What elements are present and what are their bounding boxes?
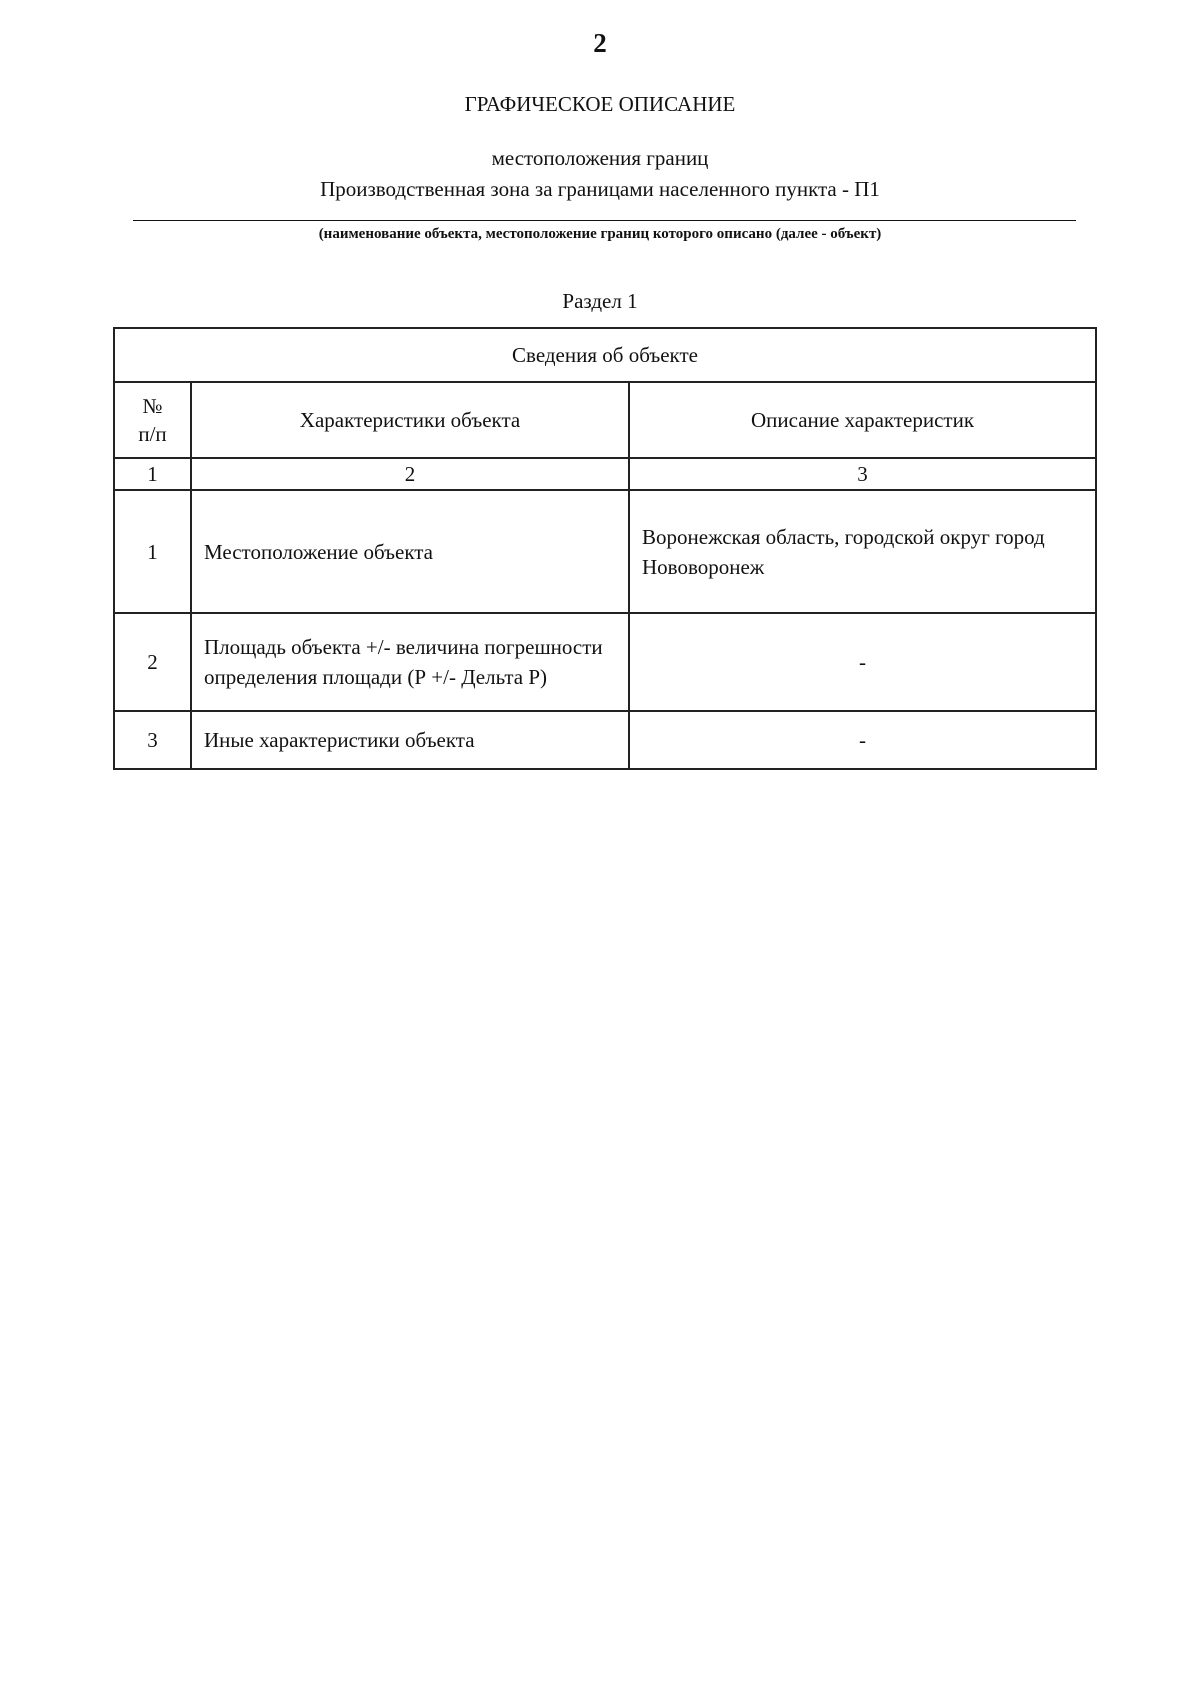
row-characteristic: Местоположение объекта (191, 490, 629, 613)
column-header-num-line1: № (142, 394, 163, 418)
row-description: - (629, 613, 1096, 711)
column-number-3: 3 (629, 458, 1096, 490)
row-number: 3 (114, 711, 191, 769)
row-characteristic: Иные характеристики объекта (191, 711, 629, 769)
document-subtitle-line2: Производственная зона за границами населенного пункта - П1 (320, 177, 880, 201)
column-number-1: 1 (114, 458, 191, 490)
table-row (114, 711, 1096, 769)
document-subtitle-line1: местоположения границ (491, 146, 709, 170)
column-header-characteristic: Характеристики объекта (191, 382, 629, 458)
object-name-caption: (наименование объекта, местоположение границ которого описано (далее - объект) (318, 226, 882, 242)
column-header-num (114, 382, 191, 458)
title-underline (133, 220, 1076, 221)
table-row (114, 613, 1096, 711)
row-number: 1 (114, 490, 191, 613)
column-header-description: Описание характеристик (629, 382, 1096, 458)
page-number: 2 (593, 28, 607, 58)
column-header-num-line2: п/п (138, 422, 167, 446)
table-header: Сведения об объекте (114, 328, 1096, 382)
row-characteristic: Площадь объекта +/- величина погрешности определения площади (Р +/- Дельта Р) (191, 613, 629, 711)
section-title: Раздел 1 (562, 289, 638, 313)
row-description: - (629, 711, 1096, 769)
column-number-2: 2 (191, 458, 629, 490)
table-row (114, 490, 1096, 613)
object-info-table (113, 327, 1097, 770)
row-number: 2 (114, 613, 191, 711)
row-description: Воронежская область, городской округ город Нововоронеж (629, 490, 1096, 613)
table-header-row (114, 328, 1096, 382)
document-title: ГРАФИЧЕСКОЕ ОПИСАНИЕ (464, 92, 736, 116)
column-numbers-row (114, 458, 1096, 490)
column-headers-row (114, 382, 1096, 458)
